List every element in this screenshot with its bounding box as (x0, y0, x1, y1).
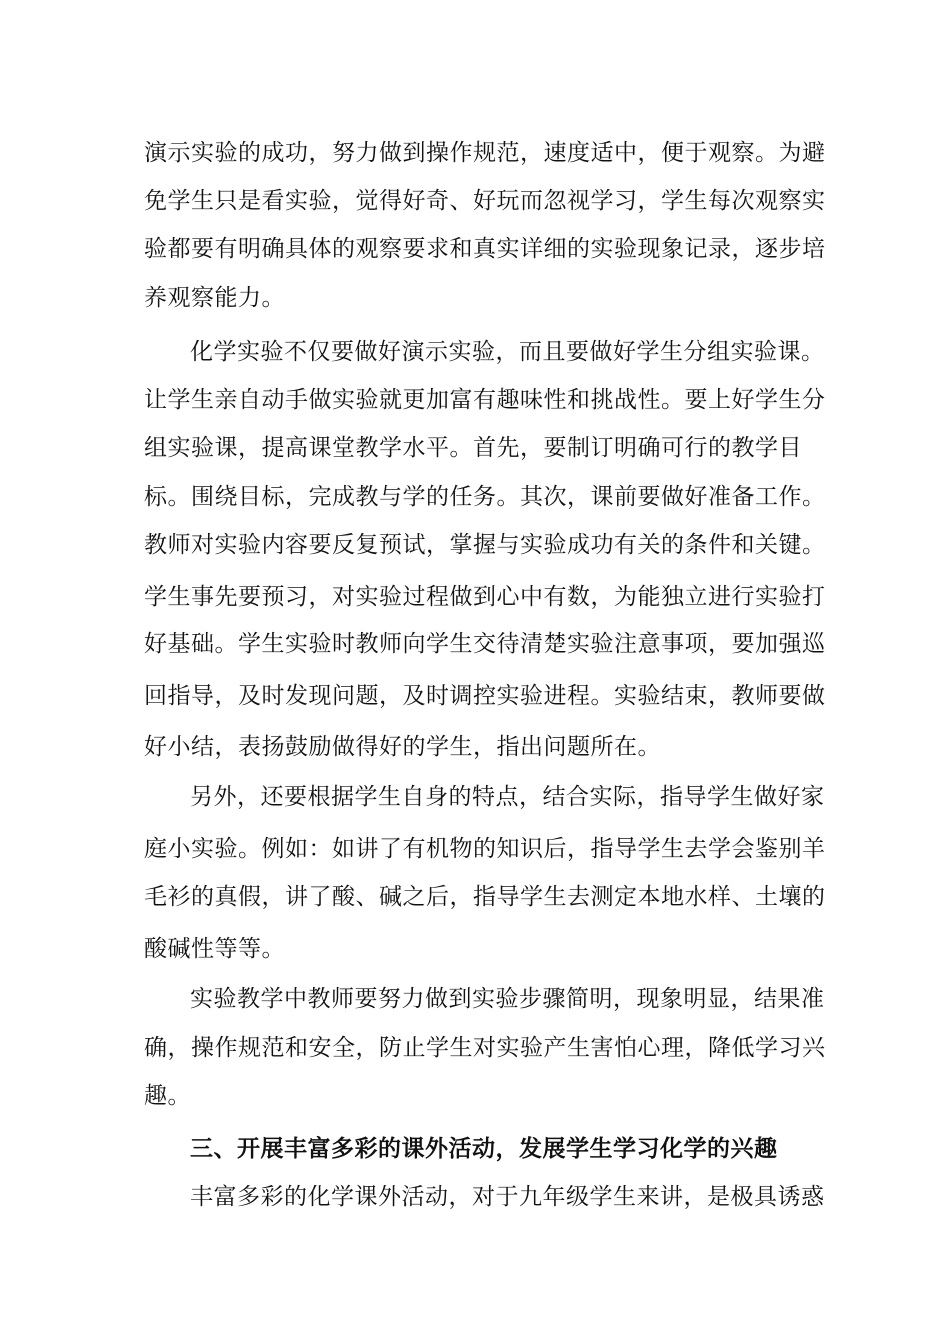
paragraph-line: 让学生亲自动手做实验就更加富有趣味性和挑战性。要上好学生分 (144, 387, 826, 413)
paragraph-line: 另外，还要根据学生自身的特点，结合实际，指导学生做好家 (190, 784, 825, 810)
paragraph-line: 教师对实验内容要反复预试，掌握与实验成功有关的条件和关键。 (144, 532, 826, 558)
paragraph-line: 化学实验不仅要做好演示实验，而且要做好学生分组实验课。 (190, 339, 825, 365)
paragraph-line: 好基础。学生实验时教师向学生交待清楚实验注意事项，要加强巡 (144, 631, 826, 657)
paragraph-line: 毛衫的真假，讲了酸、碱之后，指导学生去测定本地水样、土壤的 (144, 884, 826, 910)
paragraph-line: 学生事先要预习，对实验过程做到心中有数，为能独立进行实验打 (144, 584, 826, 610)
paragraph-line: 免学生只是看实验，觉得好奇、好玩而忽视学习，学生每次观察实 (144, 188, 826, 214)
paragraph-line: 实验教学中教师要努力做到实验步骤简明，现象明显，结果准 (190, 986, 825, 1012)
paragraph-line: 确，操作规范和安全，防止学生对实验产生害怕心理，降低学习兴 (144, 1035, 826, 1061)
paragraph-line: 酸碱性等等。 (144, 936, 285, 962)
paragraph-line: 趣。 (144, 1083, 191, 1109)
paragraph-line: 养观察能力。 (144, 285, 285, 311)
paragraph-line: 标。围绕目标，完成教与学的任务。其次，课前要做好准备工作。 (144, 484, 826, 510)
paragraph-line: 庭小实验。例如：如讲了有机物的知识后，指导学生去学会鉴别羊 (144, 836, 826, 862)
paragraph-line: 演示实验的成功，努力做到操作规范，速度适中，便于观察。为避 (144, 140, 826, 166)
paragraph-line: 回指导，及时发现问题，及时调控实验进程。实验结束，教师要做 (144, 683, 826, 709)
paragraph-line: 丰富多彩的化学课外活动，对于九年级学生来讲，是极具诱惑 (190, 1184, 825, 1210)
section-heading: 三、开展丰富多彩的课外活动，发展学生学习化学的兴趣 (190, 1136, 778, 1162)
paragraph-line: 好小结，表扬鼓励做得好的学生，指出问题所在。 (144, 734, 661, 760)
paragraph-line: 验都要有明确具体的观察要求和真实详细的实验现象记录，逐步培 (144, 236, 826, 262)
paragraph-line: 组实验课，提高课堂教学水平。首先，要制订明确可行的教学目 (144, 435, 802, 461)
